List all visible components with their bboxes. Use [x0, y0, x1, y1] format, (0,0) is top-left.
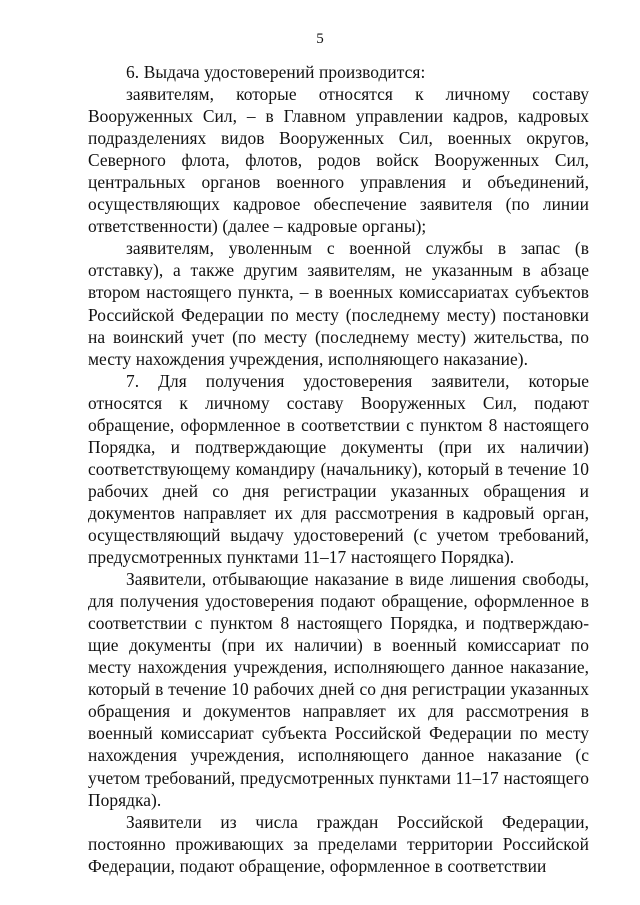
- paragraph-personnel-issuance: заявителям, которые относятся к личному составу Вооруженных Сил, – в Главном управлении кадров, кадровых подразделениях видов Вооруженных Сил, военных округов, Северного флота, флотов, родов войск Вооруженных Сил, центральных органов военного управления и объединений, осуществляющих кадровое обеспечение заявителя (по линии ответственности) (далее – кадровые органы);: [88, 84, 589, 237]
- paragraph-reserve-issuance: заявителям, уволенным с военной службы в запас (в отставку), а также другим заявителям, не указанным в абзаце втором настоящего пункта, – в военных комиссариатах субъектов Российской Федерации по месту (последнему месту) постановки на воинский учет (по месту (последнему месту) жительства, по месту нахождения учреждения, исполняющего наказание).: [88, 238, 589, 369]
- paragraph-prisoners: Заявители, отбывающие наказание в виде лишения свободы, для получения удостоверения подают обращение, оформленное в соответствии с пунктом 8 настоящего Порядка, и подтверждающие документы (при их наличии) в военный комиссариат по месту нахождения учреждения, исполняющего данное наказание, который в течение 10 рабочих дней со дня регистрации указанных обращения и документов направляет их для рассмотрения в военный комиссариат субъекта Российской Федерации по месту нахождения учреждения, исполняющего данное наказание (с учетом требований, предусмотренных пунктами 11–17 настоящего Порядка).: [88, 569, 589, 810]
- paragraph-citizens-abroad: Заявители из числа граждан Российской Федерации, постоянно проживающих за пределами территории Российской Федерации, подают обращение, оформленное в соответствии: [88, 811, 589, 876]
- paragraph-item-6-heading: 6. Выдача удостоверений производится:: [126, 62, 426, 82]
- document-body: [88, 61, 589, 877]
- page-number: 5: [316, 31, 324, 47]
- paragraph-item-7: 7. Для получения удостоверения заявители, которые относятся к личному составу Вооруженных Сил, подают обращение, оформленное в соответствии с пунктом 8 настоящего Порядка, и подтверждающие документы (при их наличии) соответствующему командиру (начальнику), который в течение 10 рабочих дней со дня регистрации указанных обращения и документов направляет их для рассмотрения в кадровый орган, осуществляющий выдачу удостоверений (с учетом требований, предусмотренных пунктами 11–17 настоящего Порядка).: [88, 370, 589, 568]
